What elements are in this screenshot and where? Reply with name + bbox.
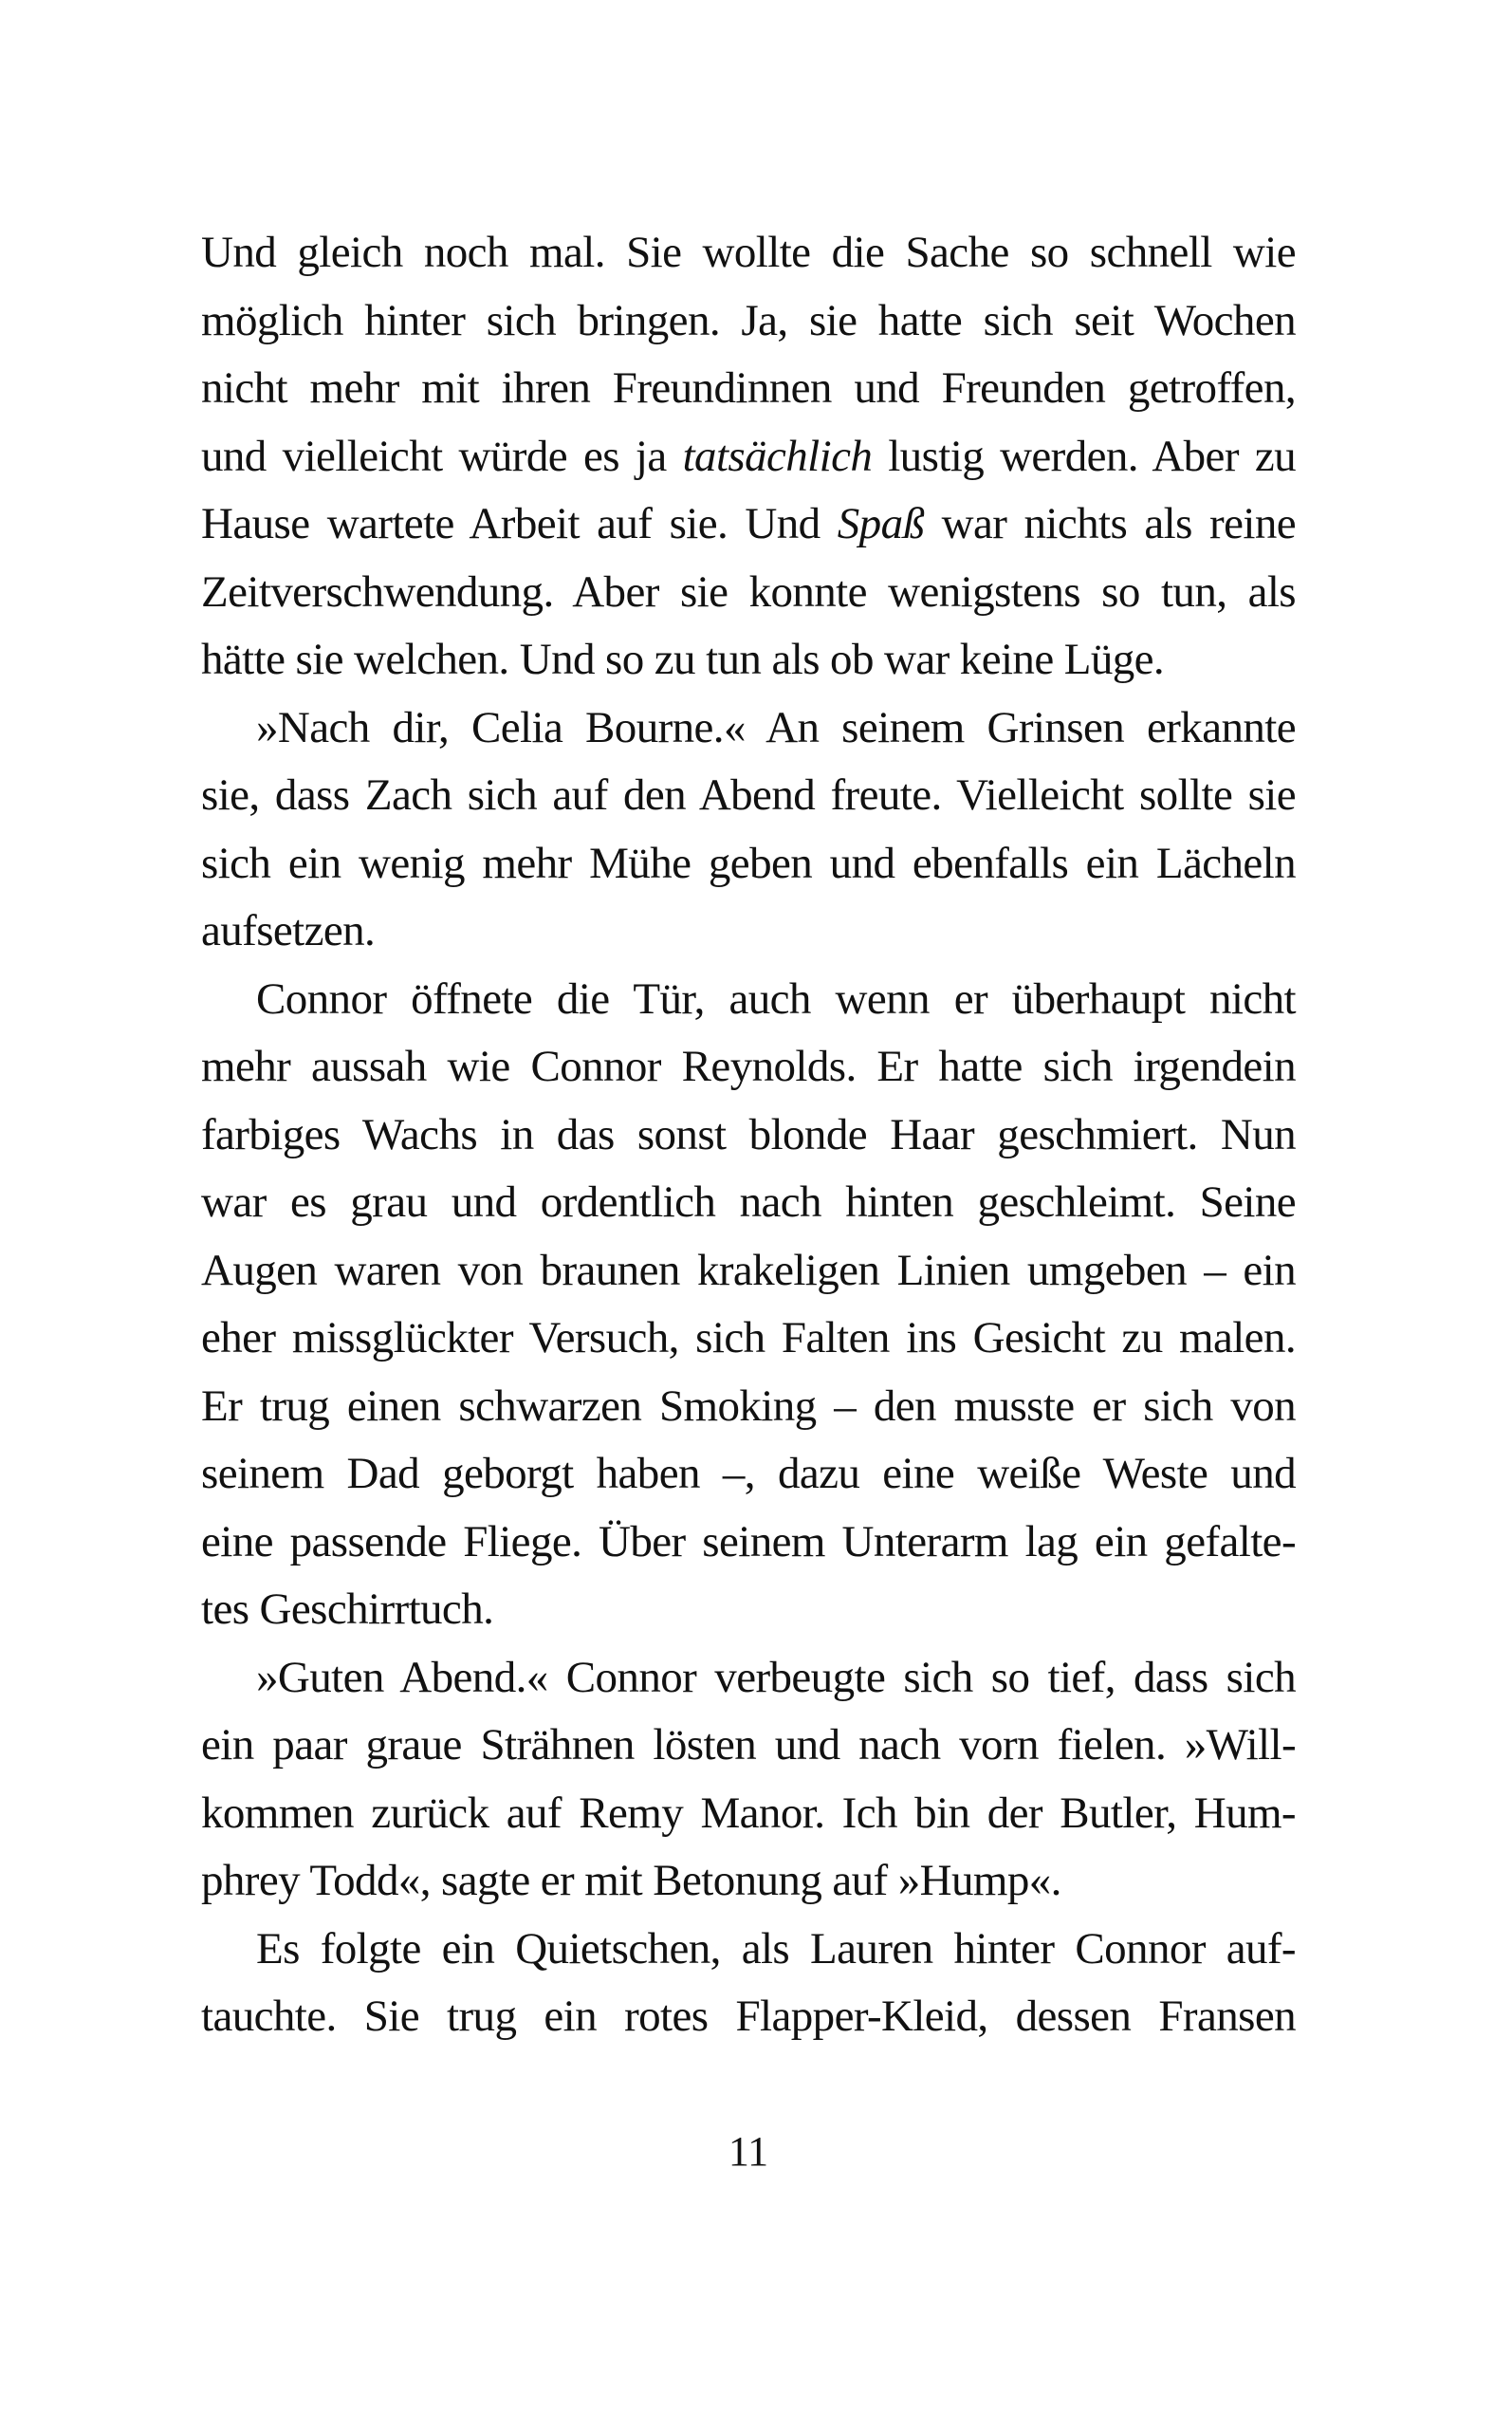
text-line [201,1509,1296,1577]
text-line [201,1373,1296,1441]
text-segment: Er trug einen schwarzen Smoking – den musste er sich von [201,1381,1296,1431]
text-segment: Und gleich noch mal. Sie wollte die Sache so schnell wie [201,228,1296,277]
text-line [201,1102,1296,1170]
text-segment: eine passende Fliege. Über seinem Unterarm lag ein gefalte- [201,1516,1296,1566]
text-segment: »Nach dir, Celia Bourne.« An seinem Grinsen erkannte [256,702,1296,752]
paragraph [201,966,1296,1644]
text-line [201,491,1296,559]
italic-emphasis: tatsächlich [682,431,873,481]
text-line [201,1644,1296,1713]
text-line [201,219,1296,287]
text-line [201,287,1296,356]
text-segment: möglich hinter sich bringen. Ja, sie hatte sich seit Wochen [201,295,1296,345]
paragraph [201,219,1296,695]
text-line [201,423,1296,491]
text-segment: nicht mehr mit ihren Freundinnen und Freunden getroffen, [201,363,1296,413]
text-segment: Es folgte ein Quietschen, als Lauren hinter Connor auf- [256,1923,1296,1974]
text-line [201,1305,1296,1373]
text-segment: und vielleicht würde es ja [201,431,683,481]
paragraph [201,1644,1296,1916]
text-line [201,1780,1296,1848]
text-segment: phrey Todd«, sagte er mit Betonung auf »Hump«. [201,1856,1061,1905]
text-line [201,1440,1296,1509]
text-line [201,898,1296,966]
paragraph [201,1916,1296,2051]
text-line [201,1916,1296,1984]
paragraph [201,695,1296,966]
text-segment: war es grau und ordentlich nach hinten geschleimt. Seine [201,1177,1296,1227]
text-segment: sie, dass Zach sich auf den Abend freute. Vielleicht sollte sie [201,770,1296,820]
text-line [201,1237,1296,1306]
text-segment: aufsetzen. [201,906,376,955]
text-segment: Connor öffnete die Tür, auch wenn er überhaupt nicht [256,973,1296,1024]
text-segment: tauchte. Sie trug ein rotes Flapper-Kleid, dessen Fransen [201,1992,1296,2041]
text-line [201,355,1296,423]
text-segment: mehr aussah wie Connor Reynolds. Er hatte sich irgendein [201,1042,1296,1091]
text-segment: lustig werden. Aber zu [872,431,1297,481]
text-line [201,966,1296,1034]
body-text [201,219,1296,2051]
text-line [201,1712,1296,1780]
text-segment: Augen waren von braunen krakeligen Linien umgeben – ein [201,1245,1296,1295]
text-line [201,1847,1296,1916]
text-segment: war nichts als reine [924,499,1296,548]
text-line [201,1033,1296,1102]
text-line [201,830,1296,899]
text-line [201,626,1296,695]
text-segment: sich ein wenig mehr Mühe geben und ebenfalls ein Lächeln [201,838,1296,888]
text-segment: tes Geschirrtuch. [201,1584,494,1634]
text-line [201,695,1296,763]
italic-emphasis: Spaß [837,499,925,548]
text-line [201,1169,1296,1237]
text-line [201,762,1296,830]
text-segment: farbiges Wachs in das sonst blonde Haar geschmiert. Nun [201,1109,1296,1159]
text-segment: seinem Dad geborgt haben –, dazu eine weiße Weste und [201,1449,1296,1498]
text-segment: ein paar graue Strähnen lösten und nach vorn fielen. »Will- [201,1720,1296,1770]
text-segment: Zeitverschwendung. Aber sie konnte wenigstens so tun, als [201,566,1296,617]
text-line [201,1983,1296,2051]
text-line [201,559,1296,627]
text-segment: kommen zurück auf Remy Manor. Ich bin der Butler, Hum- [201,1788,1296,1838]
text-segment: »Guten Abend.« Connor verbeugte sich so tief, dass sich [256,1652,1296,1702]
text-segment: Hause wartete Arbeit auf sie. Und [201,499,838,548]
text-segment: eher missglückter Versuch, sich Falten ins Gesicht zu malen. [201,1313,1296,1362]
page-number: 11 [728,2128,769,2175]
text-segment: hätte sie welchen. Und so zu tun als ob war keine Lüge. [201,635,1165,684]
text-line [201,1576,1296,1644]
